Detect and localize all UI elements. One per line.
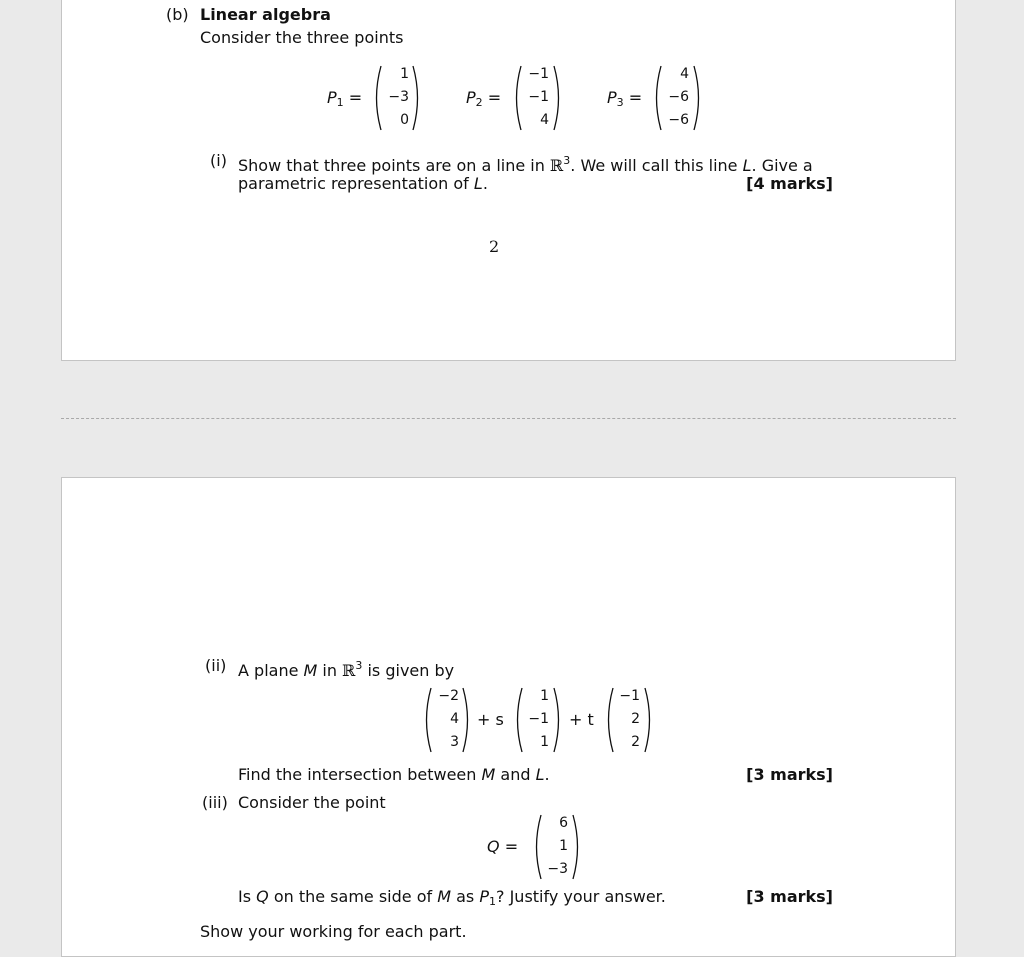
question-i-label: (i)	[210, 151, 227, 170]
page-number: 2	[489, 237, 500, 256]
question-i-line1: Show that three points are on a line in ℝ$^3$. We will call this line L. Give a	[238, 154, 813, 175]
question-iii-intro: Consider the point	[238, 793, 386, 812]
question-iii-marks: [3 marks]	[746, 887, 833, 906]
right-paren-icon	[552, 64, 564, 132]
question-iii-ask: Is Q on the same side of M as $P_1$? Justify your answer.	[238, 887, 666, 908]
right-paren-icon	[643, 686, 655, 754]
point-p3-label: $P_3$ =	[607, 88, 643, 109]
plus-t-term: + t	[569, 710, 594, 729]
page-break-divider	[61, 418, 956, 419]
point-p2-label: $P_2$ =	[466, 88, 502, 109]
question-ii-text: A plane M in ℝ$^3$ is given by	[238, 659, 455, 680]
right-paren-icon	[411, 64, 423, 132]
right-paren-icon	[552, 686, 564, 754]
point-q-label: Q =	[487, 837, 519, 856]
question-iii-label: (iii)	[202, 793, 228, 812]
point-q-vector: 6 1 −3	[547, 815, 568, 877]
plane-point-vector: −2 4 3	[438, 688, 459, 750]
question-i-line2: parametric representation of L.	[238, 174, 488, 193]
document-page-2	[61, 477, 956, 957]
right-paren-icon	[692, 64, 704, 132]
question-ii-marks: [3 marks]	[746, 765, 833, 784]
part-b-intro: Consider the three points	[200, 28, 404, 47]
point-p3-vector: 4 −6 −6	[668, 66, 689, 128]
part-b-label: (b)	[166, 5, 189, 24]
right-paren-icon	[571, 813, 583, 881]
plane-direction-s-vector: 1 −1 1	[528, 688, 549, 750]
footer-instruction: Show your working for each part.	[200, 922, 467, 941]
point-p1-label: $P_1$ =	[327, 88, 363, 109]
question-ii-find: Find the intersection between M and L.	[238, 765, 550, 784]
question-i-marks: [4 marks]	[746, 174, 833, 193]
right-paren-icon	[461, 686, 473, 754]
point-p1-vector: 1 −3 0	[388, 66, 409, 128]
part-b-title: Linear algebra	[200, 5, 331, 24]
plane-direction-t-vector: −1 2 2	[619, 688, 640, 750]
point-p2-vector: −1 −1 4	[528, 66, 549, 128]
plus-s-term: + s	[477, 710, 504, 729]
question-ii-label: (ii)	[205, 656, 227, 675]
